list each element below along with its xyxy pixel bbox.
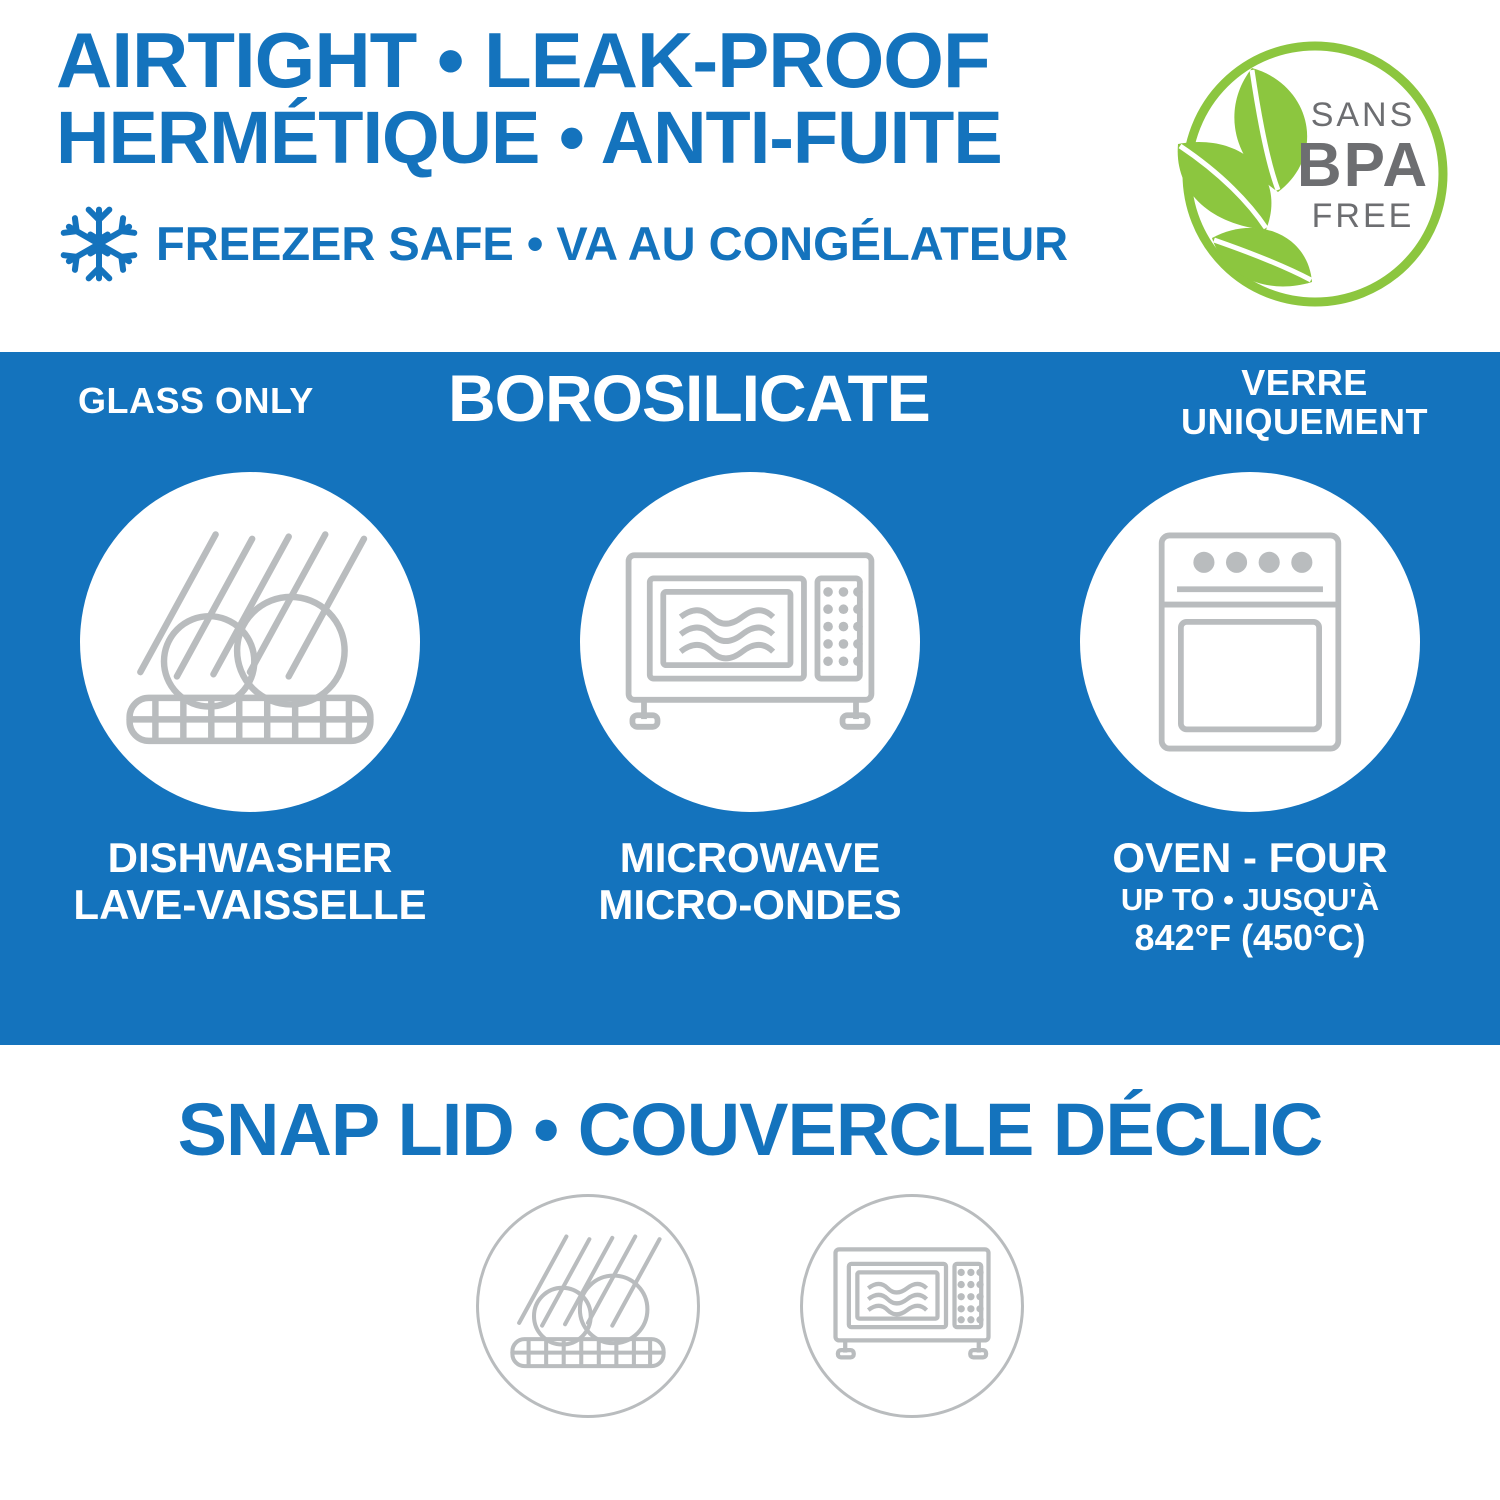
borosilicate-title: BOROSILICATE	[448, 361, 930, 435]
dishwasher-label-en: DISHWASHER	[107, 834, 393, 881]
microwave-icon	[827, 1237, 997, 1376]
icon-columns	[0, 472, 1500, 958]
dishwasher-label-fr: LAVE-VAISSELLE	[73, 881, 427, 929]
snap-lid-title: SNAP LID • COUVERCLE DÉCLIC	[177, 1088, 1323, 1171]
verre-uniquement-label	[1181, 364, 1428, 442]
bpa-sans-label: SANS	[1310, 96, 1416, 134]
snap-lid-section	[0, 1045, 1500, 1500]
borosilicate-panel	[0, 352, 1500, 1045]
dishwasher-label	[73, 834, 426, 928]
microwave-icon	[615, 536, 885, 748]
snap-lid-dishwasher-circle	[476, 1194, 700, 1418]
bpa-free-label: FREE	[1311, 197, 1415, 235]
top-text-block	[56, 16, 1136, 287]
oven-label	[1112, 834, 1387, 958]
oven-icon	[1144, 522, 1356, 762]
oven-label-upto: UP TO • JUSQU'À	[1120, 882, 1380, 918]
column-microwave	[535, 472, 965, 958]
dishwasher-icon	[110, 513, 390, 771]
column-dishwasher	[35, 472, 465, 958]
oven-label-main: OVEN - FOUR	[1112, 834, 1388, 881]
microwave-label-fr: MICRO-ONDES	[598, 881, 902, 929]
borosilicate-header	[0, 352, 1500, 462]
verre-line-2: UNIQUEMENT	[1181, 400, 1428, 442]
bpa-badge-text	[1278, 96, 1448, 236]
bpa-free-badge	[1160, 24, 1460, 324]
verre-line-1: VERRE	[1241, 362, 1368, 403]
freezer-safe-label: FREEZER SAFE • VA AU CONGÉLATEUR	[156, 217, 1069, 271]
dishwasher-icon	[500, 1223, 676, 1390]
microwave-label	[598, 834, 901, 928]
snowflake-icon	[56, 201, 142, 287]
snap-lid-icons	[0, 1194, 1500, 1418]
column-oven	[1035, 472, 1465, 958]
glass-only-label: GLASS ONLY	[78, 380, 314, 421]
bpa-acronym-label: BPA	[1296, 131, 1430, 200]
oven-label-temp: 842°F (450°C)	[1134, 916, 1366, 958]
snap-lid-microwave-circle	[800, 1194, 1024, 1418]
headline-french: HERMÉTIQUE • ANTI-FUITE	[56, 96, 1002, 180]
headline-english: AIRTIGHT • LEAK-PROOF	[56, 16, 990, 104]
top-claims-section	[0, 0, 1500, 352]
dishwasher-circle	[80, 472, 420, 812]
oven-circle	[1080, 472, 1420, 812]
freezer-safe-row	[56, 201, 1136, 287]
microwave-label-en: MICROWAVE	[619, 834, 881, 881]
microwave-circle	[580, 472, 920, 812]
